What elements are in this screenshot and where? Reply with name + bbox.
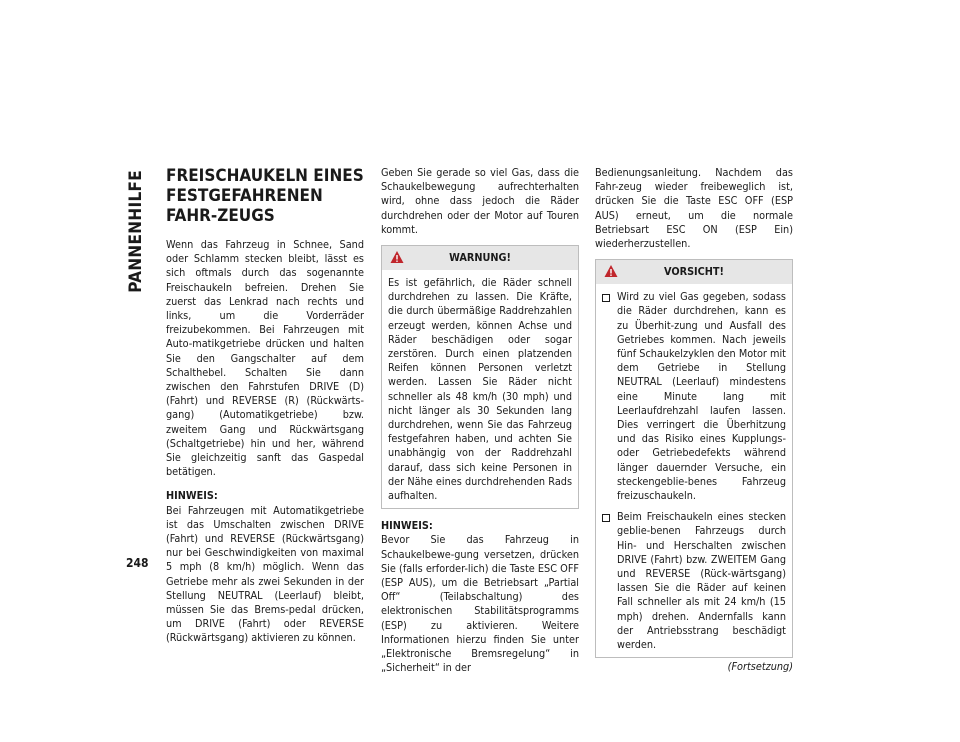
warning-triangle-icon (390, 250, 404, 264)
square-bullet-icon (602, 514, 610, 522)
caution-item-text: Beim Freischaukeln eines stecken geblie-benen Fahrzeugs durch Hin- und Herschalten zwischen DRIVE (Fahrt) bzw. ZWEITEM Gang und REVERSE (Rück-wärtsgang) lassen Sie die Räder auf keinen Fall schneller als mit 24 km/h (15 mph) drehen. Andernfalls kann der Antriebsstrang beschädigt werden. (617, 510, 786, 652)
warning-header (382, 246, 578, 270)
warning-text: Es ist gefährlich, die Räder schnell durchdrehen zu lassen. Die Kräfte, die durch übermäßige Raddrehzahlen erzeugt werden, können Achse und Räder beschädigen oder sogar zerstören. Durch einen platzenden Reifen können Personen verletzt werden. Lassen Sie Räder nicht schneller als 48 km/h (30 mph) und nicht länger als 30 Sekunden lang durchdrehen, wenn Sie das Fahrzeug festgefahren haben, und achten Sie unabhängig von der Raddrehzahl darauf, dass sich keine Personen in der Nähe eines durchdrehenden Rads aufhalten. (388, 276, 572, 503)
caution-item-text: Wird zu viel Gas gegeben, sodass die Räder durchdrehen, kann es zu Überhit-zung und Ausfall des Getriebes kommen. Nach jeweils fünf Schaukelzyklen den Motor mit dem Getriebe in Stellung NEUTRAL (Leerlauf) mindestens eine Minute lang mit Leerlaufdrehzahl laufen lassen. Dies verringert die Überhitzung und das Risiko eines Kupplungs- oder Getriebedefekts während länger dauernder Versuche, ein steckengeblie-benes Fahrzeug freizuschaukeln. (617, 290, 786, 503)
caution-box (595, 259, 793, 658)
section-side-title: PANNENHILFE (126, 170, 146, 293)
caution-title: VORSICHT! (664, 265, 724, 279)
column-3 (595, 166, 793, 674)
note-label: HINWEIS: (381, 519, 433, 533)
column-1 (166, 166, 364, 646)
caution-body (596, 284, 792, 657)
esc-paragraph: Bedienungsanleitung. Nachdem das Fahr-zeug wieder freibeweglich ist, drücken Sie die Taste ESC OFF (ESP AUS) erneut, um die normale Betriebsart ESC ON (ESP Ein) wiederherzustellen. (595, 166, 793, 251)
warning-triangle-icon (604, 264, 618, 278)
note-label: HINWEIS: (166, 489, 218, 503)
section-heading: FREISCHAUKELN EINES FESTGEFAHRENEN FAHR-ZEUGS (166, 166, 364, 226)
note-paragraph: Bevor Sie das Fahrzeug in Schaukelbewe-gung versetzen, drücken Sie (falls erforder-lich) die Taste ESC OFF (ESP AUS), um die Betriebsart „Partial Off“ (Teilabschaltung) des elektronischen Stabilitätsprogramms (ESP) zu aktivieren. Weitere Informationen hierzu finden Sie unter „Elektronische Bremsregelung“ in „Sicherheit“ in der (381, 533, 579, 675)
list-item (602, 510, 786, 652)
warning-body (382, 270, 578, 508)
square-bullet-icon (602, 294, 610, 302)
page-number: 248 (126, 556, 149, 570)
intro-paragraph: Wenn das Fahrzeug in Schnee, Sand oder Schlamm stecken bleibt, lässt es sich oftmals durch das sogenannte Freischaukeln befreien. Drehen Sie zuerst das Lenkrad nach rechts und links, um die Vorderräder freizubekommen. Bei Fahrzeugen mit Auto-matikgetriebe drücken und halten Sie den Gangschalter auf dem Schalthebel. Schalten Sie dann zwischen den Fahrstufen DRIVE (D) (Fahrt) und REVERSE (R) (Rückwärts-gang) (Automatikgetriebe) bzw. zweitem Gang und Rückwärtsgang (Schaltgetriebe) hin und her, während Sie gleichzeitig sanft das Gaspedal betätigen. (166, 238, 364, 479)
continuation-marker: (Fortsetzung) (727, 660, 793, 674)
caution-header (596, 260, 792, 284)
warning-title: WARNUNG! (449, 251, 511, 265)
throttle-paragraph: Geben Sie gerade so viel Gas, dass die Schaukelbewegung aufrechterhalten wird, ohne dass jedoch die Räder durchdrehen oder der Motor auf Touren kommt. (381, 166, 579, 236)
warning-box (381, 245, 579, 509)
note-paragraph: Bei Fahrzeugen mit Automatikgetriebe ist das Umschalten zwischen DRIVE (Fahrt) und REVERSE (Rückwärtsgang) nur bei Geschwindigkeiten von maximal 5 mph (8 km/h) möglich. Wenn das Getriebe mehr als zwei Sekunden in der Stellung NEUTRAL (Leerlauf) bleibt, müssen Sie das Brems-pedal drücken, um DRIVE (Fahrt) oder REVERSE (Rückwärtsgang) aktivieren zu können. (166, 503, 364, 645)
list-item (602, 290, 786, 503)
column-2 (381, 166, 579, 676)
